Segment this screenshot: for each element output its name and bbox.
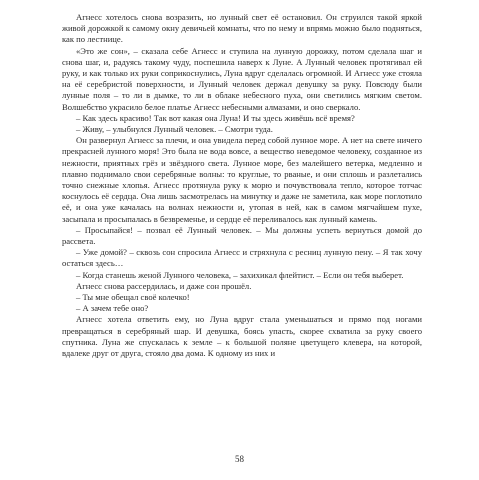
paragraph: – Когда станешь женой Лунного человека, – захихикал флейтист. – Если он тебя выберет. xyxy=(76,269,404,280)
paragraph: Агнесс снова рассердилась, и даже сон прошёл. xyxy=(76,280,252,291)
paragraph: – Уже домой? – сквозь сон спросила Агнесс и стряхнула с ресниц лунную пену. – Я так хочу остаться здесь… xyxy=(62,247,422,269)
paragraph: – Как здесь красиво! Так вот какая она Луна! И ты здесь живёшь всё время? xyxy=(76,112,355,123)
page-number: 58 xyxy=(235,454,244,464)
body-text xyxy=(62,12,422,359)
paragraph: – Просыпайся! – позвал её Лунный человек. – Мы должны успеть вернуться домой до рассвета. xyxy=(62,224,422,247)
paragraph: Он развернул Агнесс за плечи, и она увидела перед собой лунное море. А нет на свете ничего прекрасней лунного моря! Это была не вода вовсе, а вещество неведомое человеку, созданное из нежности, приятных грёз и звёздного света. Лунное море, без малейшего ветерка, медленно и плавно поднимало свои серебряные волны: то круглые, то рваные, и они сплошь и разлетались точно снежные хлопья. Агнесс протянула руку к морю и почувствовала тепло, которое тотчас коснулось её сердца. Она лишь засмотрелась на минутку и даже не заметила, как море поглотило её, и она уже качалась на волнах нежности и, утопая в ней, как в самом мягчайшем пухе, засыпала и просыпалась в безвременье, и сердце её переливалось как лунный камень. xyxy=(62,135,422,224)
paragraph: – Живу, – улыбнулся Лунный человек. – Смотри туда. xyxy=(76,124,273,135)
paragraph: Агнесс хотелось снова возразить, но лунный свет её остановил. Он струился такой яркой живой дорожкой к самому окну девичьей комнаты, что по нему и впрямь можно было подняться, как по лестнице. xyxy=(62,12,422,45)
paragraph: – Ты мне обещал своё колечко! xyxy=(76,292,190,303)
paragraph: «Это же сон», – сказала себе Агнесс и ступила на лунную дорожку, потом сделала шаг и снова шаг, и, радуясь такому чуду, поспешила наверх к Луне. А Лунный человек протягивал ей руку, и как только их руки соприкоснулись, Луна вдруг сделалась огромной. И Агнесс уже стояла на её серебристой поверхности, и Лунный человек держал девушку за руку. Повсюду были лунные поля – то ли в дымке, то ли в облаке небесного пуха, они светились мягким светом. Волшебство украсило белое платье Агнесс небесными алмазами, и оно сверкало. xyxy=(62,45,422,112)
paragraph: – А зачем тебе оно? xyxy=(76,303,149,314)
paragraph: Агнесс хотела ответить ему, но Луна вдруг стала уменьшаться и прямо под ногами превращаться в серебряный шар. И девушка, боясь упасть, скорее схватила за руку своего спутника. Луна же спускалась к земле – к большой поляне цветущего клевера, на которой, вдалеке друг от друга, стояло два дома. К одному из них и xyxy=(62,314,422,359)
